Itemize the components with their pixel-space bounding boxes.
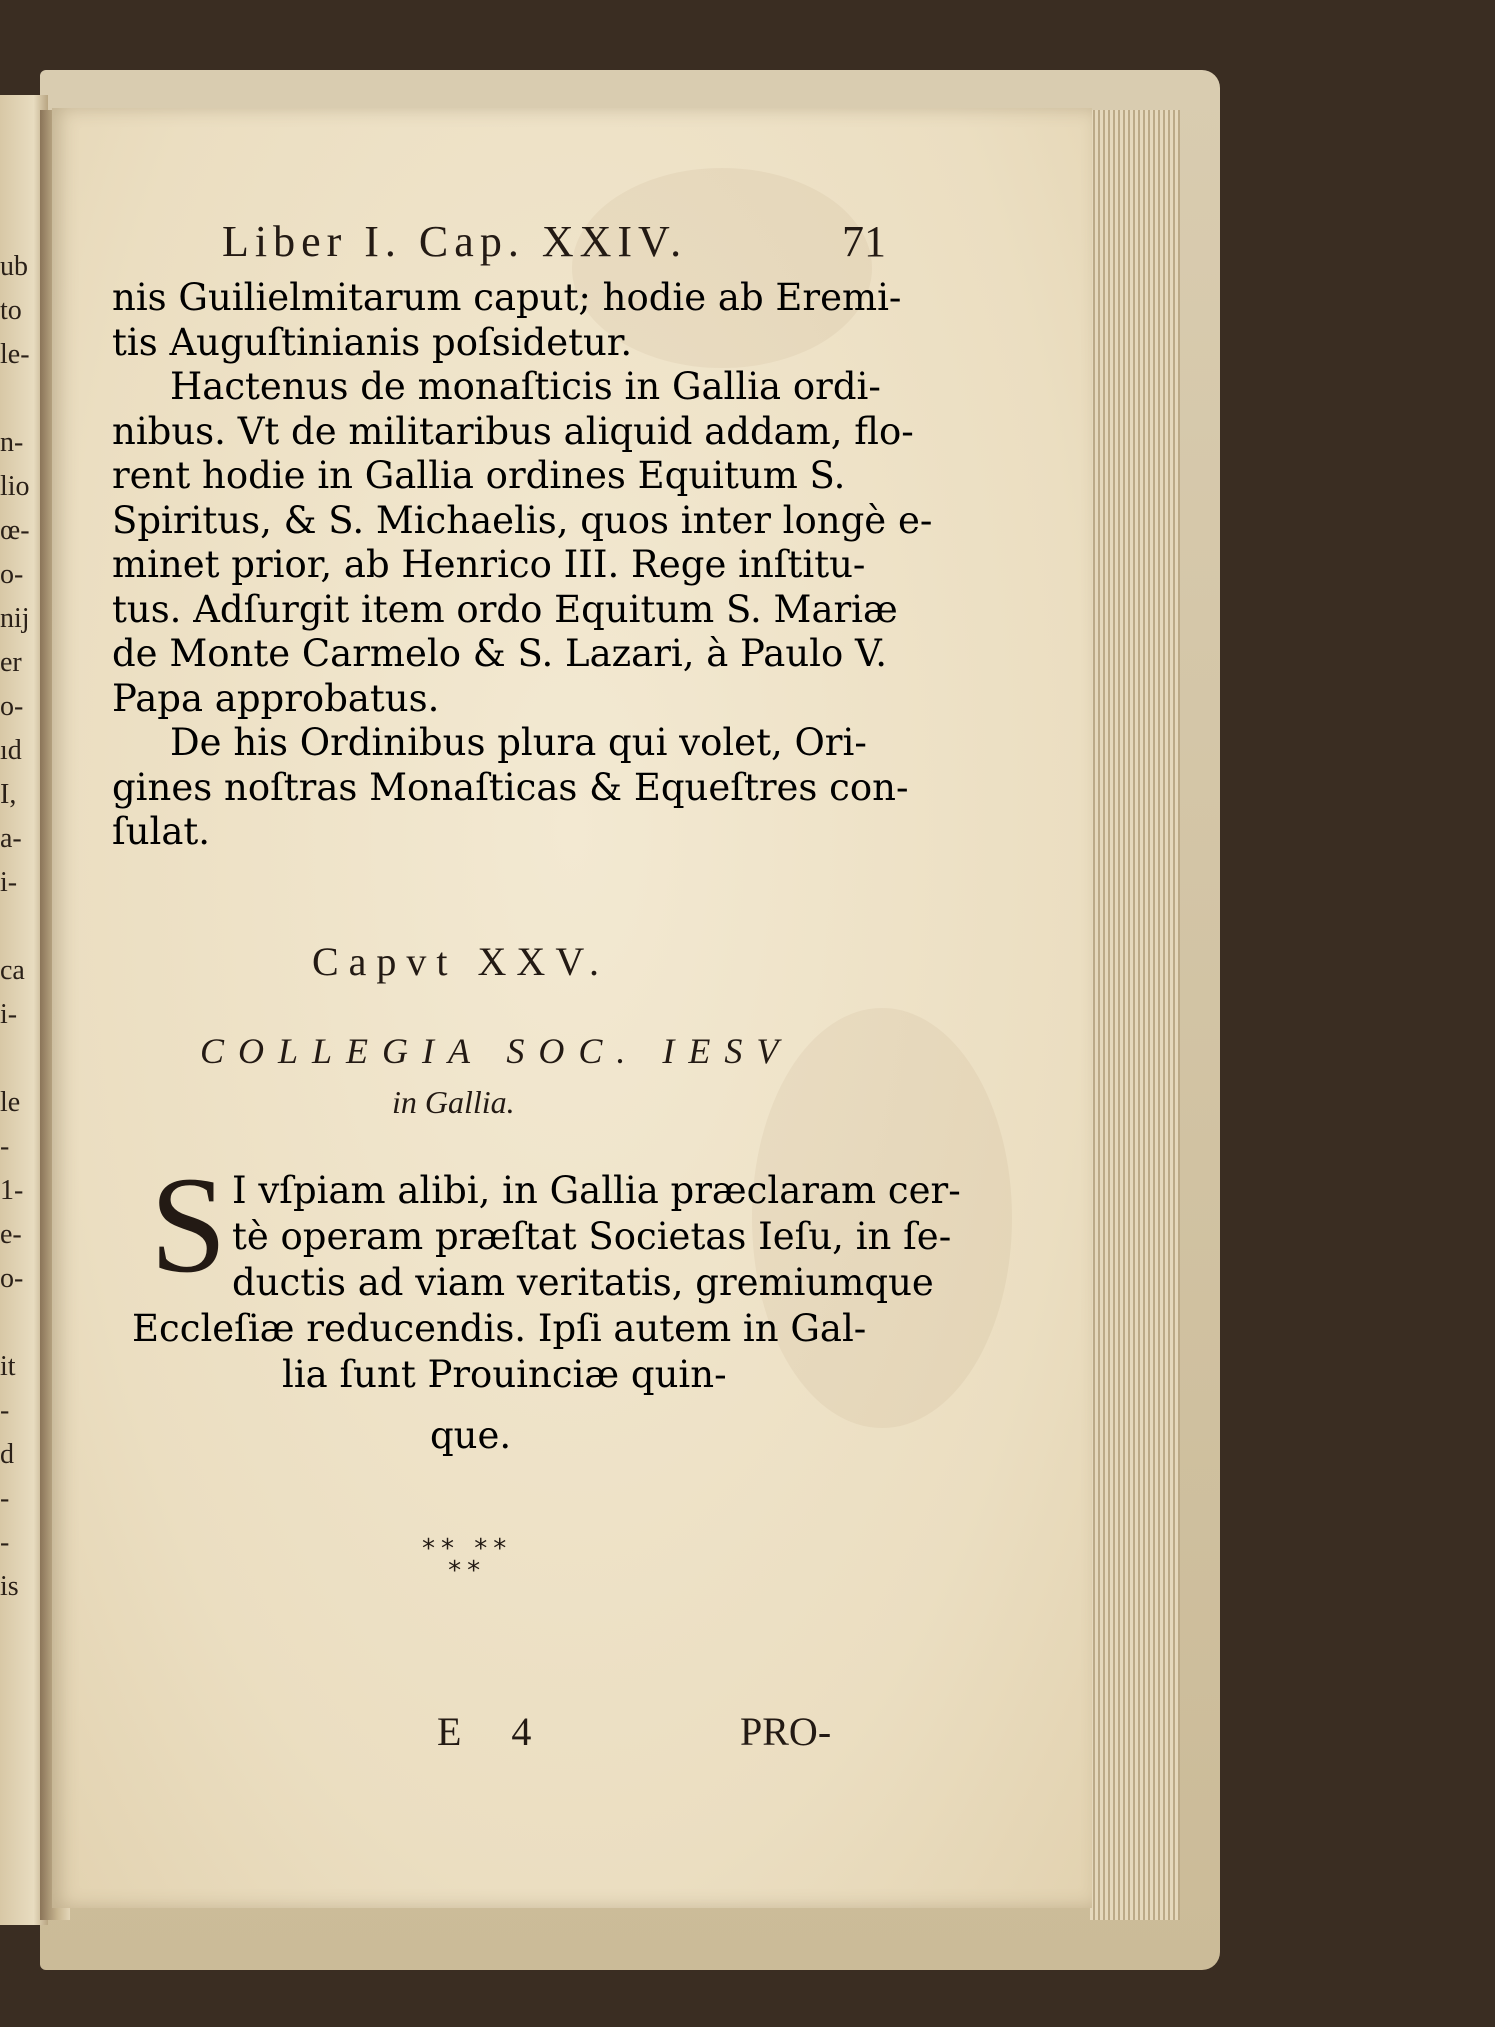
text-line: que. — [430, 1414, 512, 1457]
text-line: I vſpiam alibi, in Gallia præclaram cer- — [232, 1169, 961, 1212]
left-page-fragment: o- — [0, 1263, 24, 1294]
left-page-fragment: is — [0, 1571, 19, 1602]
left-page-fragment: - — [0, 1483, 10, 1514]
left-page-fragment: œ- — [0, 515, 30, 546]
paragraph-lines-mid — [132, 1260, 934, 1352]
left-page-fragment: 1- — [0, 1175, 24, 1206]
text-line: Spiritus, & S. Michaelis, quos inter longè e- — [112, 498, 933, 542]
text-line: Hactenus de monaſticis in Gallia ordi- — [170, 365, 881, 408]
left-page-fragment: lio — [0, 471, 30, 502]
section-subheading: in Gallia. — [392, 1084, 515, 1120]
left-page-fragment: I, — [0, 779, 17, 810]
paragraph-lines-end — [282, 1352, 727, 1398]
left-page-fragment: ub — [0, 251, 28, 282]
left-page-fragment: o- — [0, 691, 24, 722]
text-line: gines noſtras Monaſticas & Equeſtres con- — [112, 765, 909, 809]
left-page-fragment: d — [0, 1439, 14, 1470]
left-page-fragment: ca — [0, 955, 25, 986]
text-line: rent hodie in Gallia ordines Equitum S. — [112, 454, 846, 497]
running-head: Liber I. Cap. XXIV. — [222, 217, 688, 266]
section-heading: COLLEGIA SOC. IESV — [200, 1031, 793, 1071]
left-page-fragment: o- — [0, 559, 24, 590]
text-line: nis Guilielmitarum caput; hodie ab Eremi- — [112, 276, 902, 319]
page-number: 71 — [842, 217, 886, 266]
catchword: PRO- — [740, 1709, 832, 1754]
left-page-fragment: - — [0, 1131, 10, 1162]
text-line: lia ſunt Prouinciæ quin- — [282, 1353, 727, 1396]
text-line: Papa approbatus. — [112, 676, 440, 720]
text-line: Eccleſiæ reducendis. Ipſi autem in Gal- — [132, 1307, 867, 1350]
left-page-fragment: le — [0, 1087, 21, 1118]
left-page-fragment: - — [0, 1395, 10, 1426]
page — [52, 108, 1092, 1908]
left-page-fragment: e- — [0, 1219, 22, 1250]
left-page-fragment: ıd — [0, 735, 22, 766]
text-line: De his Ordinibus plura qui volet, Ori- — [170, 721, 867, 764]
text-block-top — [112, 276, 932, 855]
left-page-fragment: i- — [0, 999, 18, 1030]
text-line: tè operam præſtat Societas Ieſu, in ſe- — [232, 1215, 952, 1258]
stars-bottom: ** — [448, 1556, 487, 1586]
left-page-fragment: to — [0, 295, 22, 326]
left-page-fragment: it — [0, 1351, 16, 1382]
left-page-fragment: - — [0, 1527, 10, 1558]
text-line: tis Auguſtinianis poſsidetur. — [112, 320, 633, 364]
left-page-fragment: i- — [0, 867, 18, 898]
chapter-title: Capvt XXV. — [312, 939, 610, 984]
left-page-fragment: nij — [0, 603, 30, 634]
ornament-stars — [422, 1534, 513, 1586]
paragraph-lines-first — [232, 1168, 961, 1260]
page-edges — [1090, 110, 1180, 1920]
left-page-fragment: er — [0, 647, 22, 678]
text-line: ductis ad viam veritatis, gremiumque — [232, 1261, 934, 1304]
left-page-fragment: a- — [0, 823, 22, 854]
text-line: de Monte Carmelo & S. Lazari, à Paulo V. — [112, 632, 888, 675]
signature-mark: E 4 — [437, 1709, 552, 1754]
stars-top: ** ** — [422, 1534, 513, 1564]
text-line: tus. Adſurgit item ordo Equitum S. Mariæ — [112, 587, 898, 631]
text-line: nibus. Vt de militaribus aliquid addam, flo- — [112, 409, 914, 453]
left-page-fragment: n- — [0, 427, 24, 458]
text-line: ſulat. — [112, 810, 211, 853]
drop-cap: S — [150, 1148, 227, 1301]
paragraph-last-line — [430, 1414, 511, 1459]
left-page-fragment: le- — [0, 339, 30, 370]
text-line: minet prior, ab Henrico III. Rege inſtitu- — [112, 543, 866, 586]
